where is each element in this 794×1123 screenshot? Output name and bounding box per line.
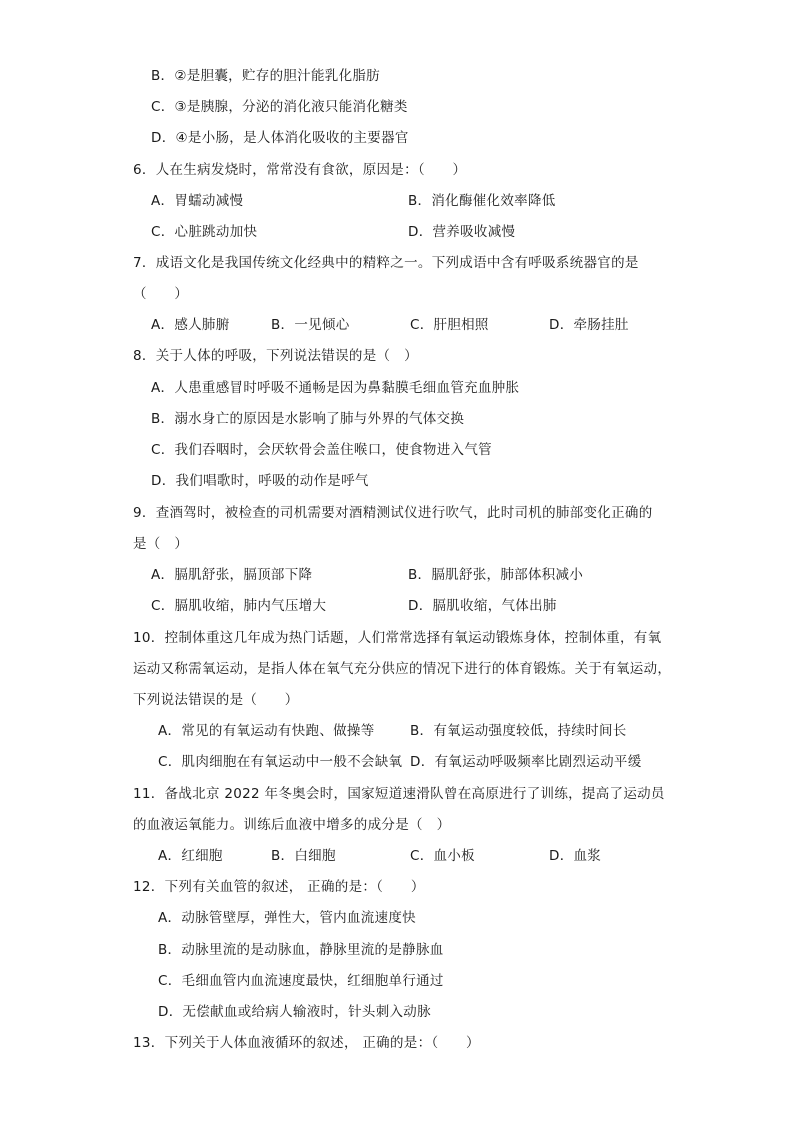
- q6-stem: 6．人在生病发烧时，常常没有食欲，原因是：（ ）: [133, 162, 467, 178]
- q7-stem-line1: 7．成语文化是我国传统文化经典中的精粹之一。下列成语中含有呼吸系统器官的是: [133, 255, 639, 271]
- q11-option-a: A．红细胞: [158, 848, 223, 864]
- q9-option-b: B．膈肌舒张，肺部体积减小: [408, 567, 584, 583]
- q11-stem-line2: 的血液运氧能力。训练后血液中增多的成分是（ ）: [133, 817, 451, 833]
- q10-stem-line3: 下列说法错误的是（ ）: [133, 692, 299, 708]
- q11-option-d: D．血浆: [549, 848, 602, 864]
- q10-stem-line1: 10．控制体重这几年成为热门话题，人们常常选择有氧运动锻炼身体，控制体重，有氧: [133, 630, 662, 646]
- q8-option-c: C．我们吞咽时，会厌软骨会盖住喉口，使食物进入气管: [151, 442, 492, 458]
- q9-option-a: A．膈肌舒张，膈顶部下降: [151, 567, 313, 583]
- q9-option-d: D．膈肌收缩，气体出肺: [408, 598, 557, 614]
- q7-option-c: C．肝胆相照: [410, 317, 489, 333]
- q7-stem-line2: （ ）: [133, 286, 189, 302]
- q6-option-b: B．消化酶催化效率降低: [408, 193, 556, 209]
- q8-option-d: D．我们唱歌时，呼吸的动作是呼气: [151, 473, 369, 489]
- q7-option-b: B．一见倾心: [271, 317, 350, 333]
- q6-option-d: D．营养吸收减慢: [408, 224, 516, 240]
- q12-option-c: C．毛细血管内血流速度最快，红细胞单行通过: [158, 973, 444, 989]
- q5-option-d: D．④是小肠，是人体消化吸收的主要器官: [151, 130, 409, 146]
- q9-option-c: C．膈肌收缩，肺内气压增大: [151, 598, 327, 614]
- q12-option-b: B．动脉里流的是动脉血，静脉里流的是静脉血: [158, 942, 444, 958]
- q8-stem: 8．关于人体的呼吸，下列说法错误的是（ ）: [133, 348, 418, 364]
- q12-option-a: A．动脉管壁厚，弹性大，管内血流速度快: [158, 910, 416, 926]
- q7-option-a: A．感人肺腑: [151, 317, 230, 333]
- q10-option-c: C．肌肉细胞在有氧运动中一般不会缺氧: [158, 754, 403, 770]
- q10-option-b: B．有氧运动强度较低，持续时间长: [410, 723, 627, 739]
- q11-option-b: B．白细胞: [271, 848, 336, 864]
- q10-stem-line2: 运动又称需氧运动，是指人体在氧气充分供应的情况下进行的体育锻炼。关于有氧运动，: [133, 661, 672, 677]
- q10-option-a: A．常见的有氧运动有快跑、做操等: [158, 723, 375, 739]
- q10-option-d: D．有氧运动呼吸频率比剧烈运动平缓: [410, 754, 642, 770]
- q11-stem-line1: 11．备战北京 2022 年冬奥会时，国家短道速滑队曾在高原进行了训练，提高了运动员: [133, 786, 665, 802]
- q12-option-d: D．无偿献血或给病人输液时，针头刺入动脉: [158, 1004, 431, 1020]
- q8-option-a: A．人患重感冒时呼吸不通畅是因为鼻黏膜毛细血管充血肿胀: [151, 380, 520, 396]
- q5-option-b: B．②是胆囊，贮存的胆汁能乳化脂肪: [151, 68, 380, 84]
- q11-option-c: C．血小板: [410, 848, 475, 864]
- q8-option-b: B．溺水身亡的原因是水影响了肺与外界的气体交换: [151, 411, 465, 427]
- q9-stem-line2: 是（ ）: [133, 536, 189, 552]
- q9-stem-line1: 9．查酒驾时，被检查的司机需要对酒精测试仪进行吹气，此时司机的肺部变化正确的: [133, 505, 653, 521]
- q7-option-d: D．牵肠挂肚: [549, 317, 629, 333]
- q12-stem: 12．下列有关血管的叙述， 正确的是：（ ）: [133, 879, 425, 895]
- q6-option-a: A．胃蠕动减慢: [151, 193, 244, 209]
- q13-stem: 13．下列关于人体血液循环的叙述， 正确的是：（ ）: [133, 1035, 480, 1051]
- q6-option-c: C．心脏跳动加快: [151, 224, 258, 240]
- q5-option-c: C．③是胰腺，分泌的消化液只能消化糖类: [151, 99, 408, 115]
